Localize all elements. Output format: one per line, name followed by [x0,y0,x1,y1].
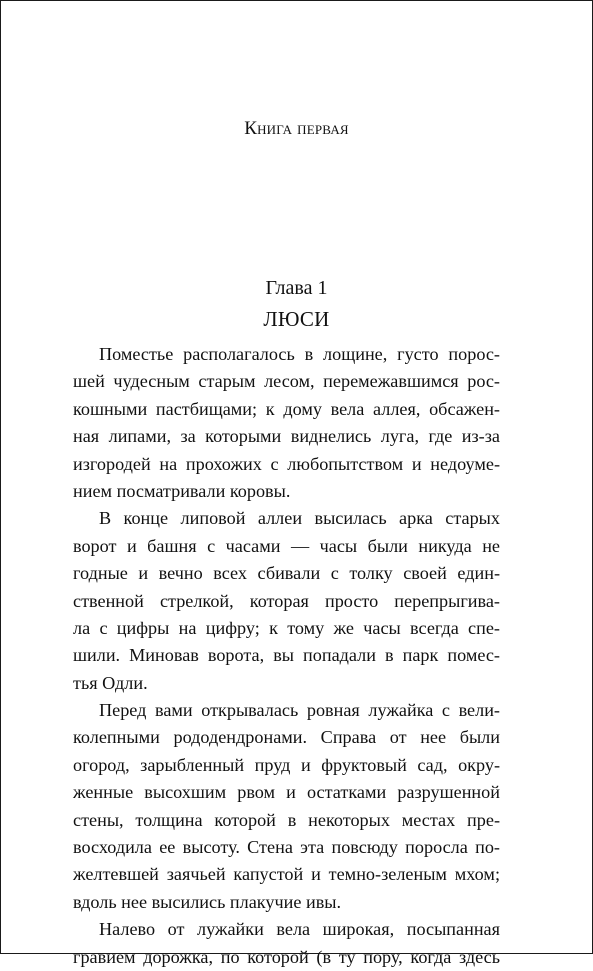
text-line: тья Одли. [73,672,148,693]
paragraph [73,505,500,697]
chapter-title: ЛЮСИ [263,307,330,331]
text-line: шей чудесным старым лесом, перемежавшимся рос- [73,371,500,392]
text-line: В конце липовой аллеи высилась арка старых [99,508,500,529]
text-line: колепными рододендронами. Справа от нее были [73,727,500,748]
text-line: ная липами, за которыми виднелись луга, где из-за [73,426,500,447]
paragraph [73,341,500,505]
text-line: женные высохшим рвом и остатками разрушенной [73,782,500,803]
text-line: нием посматривали коровы. [73,480,291,501]
text-line: шили. Миновав ворота, вы попадали в парк помес- [73,645,500,666]
text-line: Налево от лужайки вела широкая, посыпанная [99,919,500,940]
paragraph [73,916,500,971]
text-line: Перед вами открывалась ровная лужайка с вели- [99,700,500,721]
text-line: ственной стрелкой, которая просто перепрыгива- [73,590,500,611]
text-line: огород, зарыбленный пруд и фруктовый сад, окру- [73,754,500,775]
text-line: вдоль нее высились плакучие ивы. [73,891,342,912]
chapter-body-text [73,341,500,971]
book-part-title: Книга первая [244,118,349,139]
text-line: гравием дорожка, по которой (в ту пору, когда здесь [73,946,500,967]
text-line: Поместье располагалось в лощине, густо порос- [99,344,500,364]
text-line: годные и вечно всех сбивали с толку своей един- [73,563,500,584]
text-line: восходила ее высоту. Стена эта повсюду поросла по- [73,837,500,858]
text-line: кошными пастбищами; к дому вела аллея, обсажен- [73,398,500,419]
text-line: ворот и башня с часами — часы были никуда не [73,535,500,556]
paragraph [73,697,500,916]
text-line: изгородей на прохожих с любопытством и недоуме- [73,453,500,474]
text-line: желтевшей заячьей капустой и темно-зеленым мхом; [73,864,500,885]
text-line: ла с цифры на цифру; к тому же часы всегда спе- [73,617,500,638]
text-line: стены, толщина которой в некоторых местах пре- [73,809,500,830]
chapter-number: Глава 1 [265,277,328,299]
